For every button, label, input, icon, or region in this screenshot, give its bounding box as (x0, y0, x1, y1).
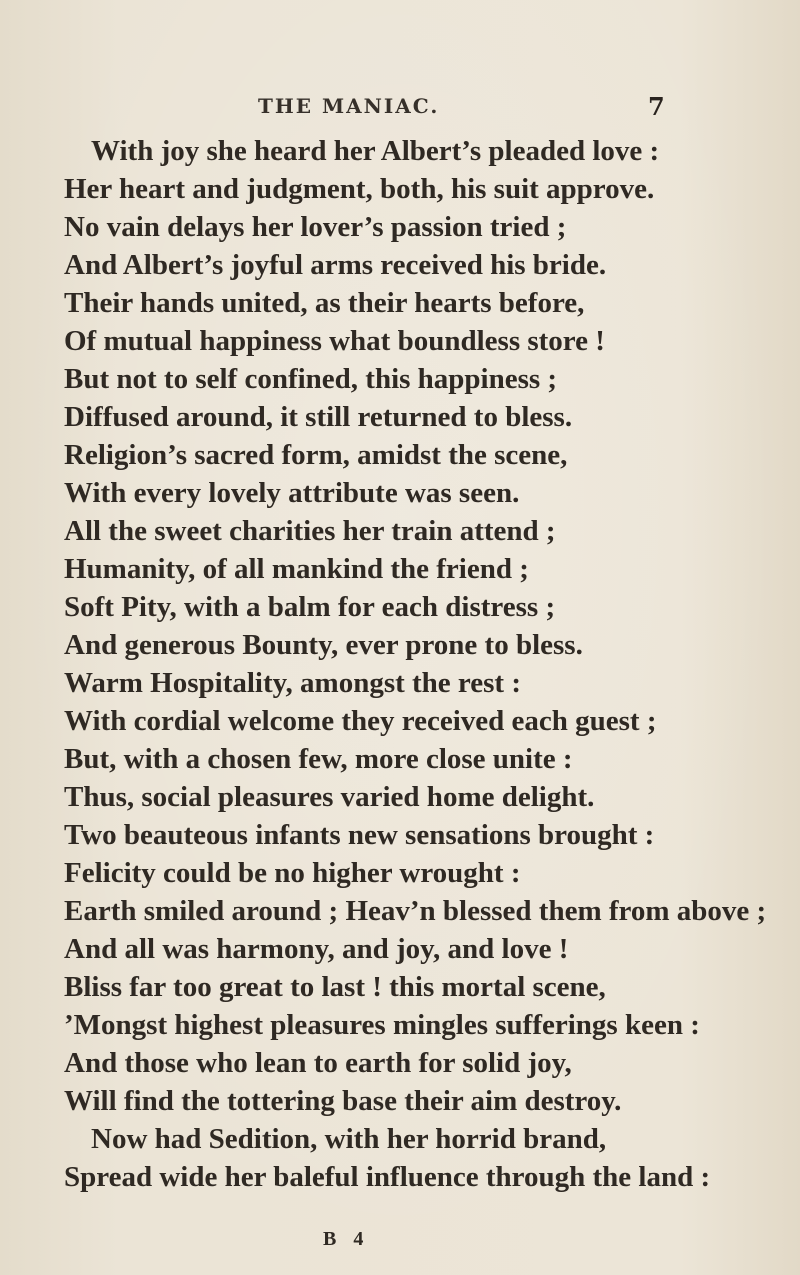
poem-line: Warm Hospitality, amongst the rest : (64, 667, 521, 699)
poem-line: Earth smiled around ; Heav’n blessed them from above ; (64, 895, 767, 927)
poem-line: And Albert’s joyful arms received his bride. (64, 249, 607, 281)
poem-line: Humanity, of all mankind the friend ; (64, 553, 529, 585)
page-number: 7 (648, 92, 665, 121)
poem-line: Two beauteous infants new sensations brought : (64, 819, 655, 851)
poem-line: And generous Bounty, ever prone to bless. (64, 629, 583, 661)
poem-line: With joy she heard her Albert’s pleaded love : (91, 135, 660, 167)
poem-line: No vain delays her lover’s passion tried ; (64, 211, 567, 243)
poem-line: But, with a chosen few, more close unite : (64, 743, 573, 775)
poem-line: Her heart and judgment, both, his suit approve. (64, 173, 655, 205)
poem-line: Now had Sedition, with her horrid brand, (91, 1123, 607, 1155)
poem-line: ’Mongst highest pleasures mingles sufferings keen : (64, 1009, 700, 1041)
poem-line: Spread wide her baleful influence through the land : (64, 1161, 711, 1193)
poem-line: With cordial welcome they received each guest ; (64, 705, 657, 737)
poem-line: Will find the tottering base their aim destroy. (64, 1085, 622, 1117)
poem-line: And all was harmony, and joy, and love ! (64, 933, 569, 965)
poem-line: All the sweet charities her train attend ; (64, 515, 556, 547)
signature-mark: B 4 (323, 1228, 370, 1250)
poem-line: Of mutual happiness what boundless store ! (64, 325, 605, 357)
poem-line: Bliss far too great to last ! this mortal scene, (64, 971, 606, 1003)
poem-line: Diffused around, it still returned to bless. (64, 401, 573, 433)
poem-line: Soft Pity, with a balm for each distress ; (64, 591, 556, 623)
poem-line: Thus, social pleasures varied home delight. (64, 781, 595, 813)
poem-line: And those who lean to earth for solid joy, (64, 1047, 572, 1079)
poem-line: With every lovely attribute was seen. (64, 477, 520, 509)
poem-line: Their hands united, as their hearts before, (64, 287, 585, 319)
poem-line: But not to self confined, this happiness ; (64, 363, 558, 395)
running-title: THE MANIAC. (258, 94, 440, 118)
poem-line: Religion’s sacred form, amidst the scene, (64, 439, 568, 471)
poem-line: Felicity could be no higher wrought : (64, 857, 521, 889)
running-head (0, 94, 800, 124)
